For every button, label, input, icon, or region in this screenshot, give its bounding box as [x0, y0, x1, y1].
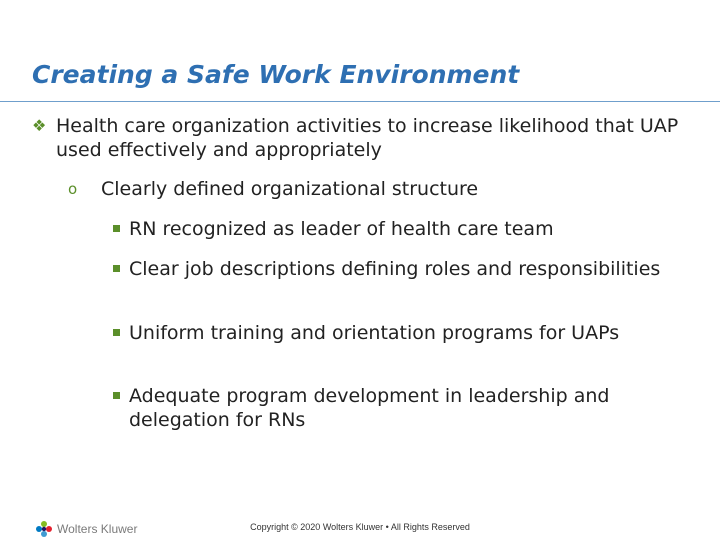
title-divider: [0, 101, 720, 102]
square-bullet-icon: [113, 265, 120, 272]
list-item-text: Adequate program development in leadership and delegation for RNs: [129, 385, 610, 431]
slide-title: Creating a Safe Work Environment: [32, 60, 520, 89]
list-item: [113, 321, 703, 345]
list-item: [113, 257, 703, 281]
bullet-level-2: [68, 177, 688, 201]
sub-bullet-text: Clearly defined organizational structure: [101, 178, 479, 200]
list-item-text: Uniform training and orientation programs for UAPs: [129, 322, 620, 344]
square-bullet-icon: [113, 225, 120, 232]
list-item-text: Clear job descriptions defining roles and responsibilities: [129, 258, 661, 280]
circle-bullet-icon: o: [68, 180, 78, 198]
list-item: [113, 384, 703, 432]
copyright-notice: Copyright © 2020 Wolters Kluwer • All Rights Reserved: [250, 522, 470, 532]
bullet-text: Health care organization activities to increase likelihood that UAP used effectively and appropriately: [56, 115, 679, 161]
checkmark-bullet-icon: ❖: [32, 116, 47, 135]
list-item-text: RN recognized as leader of health care team: [129, 218, 554, 240]
square-bullet-icon: [113, 392, 120, 399]
footer-brand: Wolters Kluwer: [57, 522, 138, 536]
square-bullet-icon: [113, 329, 120, 336]
bullet-level-1: [32, 114, 692, 162]
list-item: [113, 217, 703, 241]
